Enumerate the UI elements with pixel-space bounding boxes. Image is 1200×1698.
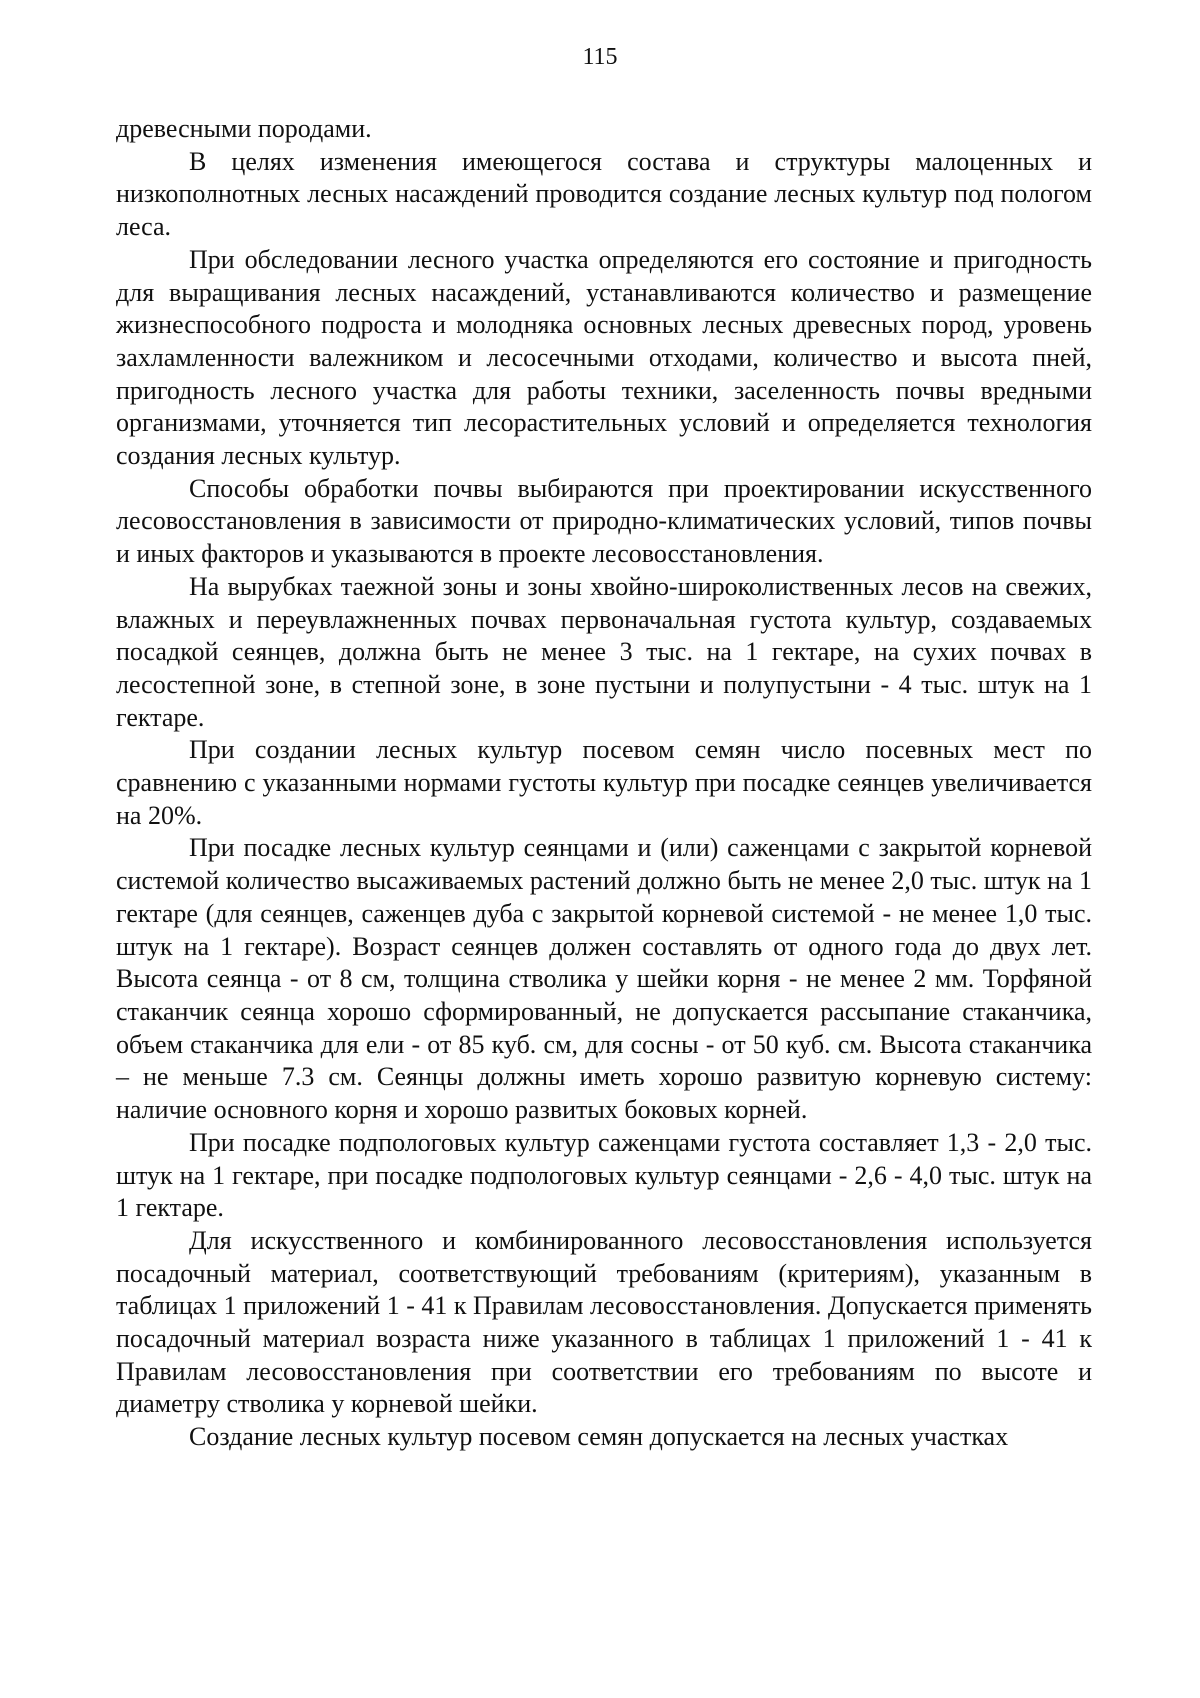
paragraph-8: При посадке подпологовых культур саженцами густота составляет 1,3 - 2,0 тыс. штук на 1 гектаре, при посадке подпологовых культур сеянцами - 2,6 - 4,0 тыс. штук на 1 гектаре.	[116, 1127, 1092, 1223]
paragraph-10: Создание лесных культур посевом семян допускается на лесных участках	[189, 1422, 1009, 1452]
paragraph-2: В целях изменения имеющегося состава и структуры малоценных и низкополнотных лесных насаждений проводится создание лесных культур под пологом леса.	[116, 146, 1092, 242]
paragraph-7: При посадке лесных культур сеянцами и (или) саженцами с закрытой корневой системой количество высаживаемых растений должно быть не менее 2,0 тыс. штук на 1 гектаре (для сеянцев, саженцев дуба с закрытой корневой системой - не менее 1,0 тыс. штук на 1 гектаре). Возраст сеянцев должен составлять от одного года до двух лет. Высота сеянца - от 8 см, толщина стволика у шейки корня - не менее 2 мм. Торфяной стаканчик сеянца хорошо сформированный, не допускается рассыпание стаканчика, объем стаканчика для ели - от 85 куб. см, для сосны - от 50 куб. см. Высота стаканчика – не меньше 7.3 см. Сеянцы должны иметь хорошо развитую корневую систему: наличие основного корня и хорошо развитых боковых корней.	[116, 833, 1092, 1125]
paragraph-1: древесными породами.	[116, 114, 372, 143]
paragraph-6: При создании лесных культур посевом семян число посевных мест по сравнению с указанными нормами густоты культур при посадке сеянцев увеличивается на 20%.	[116, 735, 1092, 830]
document-body	[116, 113, 1092, 1454]
paragraph-4: Способы обработки почвы выбираются при проектировании искусственного лесовосстановления в зависимости от природно-климатических условий, типов почвы и иных факторов и указываются в проекте лесовосстановления.	[116, 473, 1092, 569]
paragraph-5: На вырубках таежной зоны и зоны хвойно-широколиственных лесов на свежих, влажных и переувлажненных почвах первоначальная густота культур, создаваемых посадкой сеянцев, должна быть не менее 3 тыс. на 1 гектаре, на сухих почвах в лесостепной зоне, в степной зоне, в зоне пустыни и полупустыни - 4 тыс. штук на 1 гектаре.	[116, 571, 1092, 732]
paragraph-3: При обследовании лесного участка определяются его состояние и пригодность для выращивания лесных насаждений, устанавливаются количество и размещение жизнеспособного подроста и молодняка основных лесных древесных пород, уровень захламленности валежником и лесосечными отходами, количество и высота пней, пригодность лесного участка для работы техники, заселенность почвы вредными организмами, уточняется тип лесорастительных условий и определяется технология создания лесных культур.	[116, 244, 1092, 471]
page-number: 115	[582, 44, 618, 70]
paragraph-9: Для искусственного и комбинированного лесовосстановления используется посадочный материал, соответствующий требованиям (критериям), указанным в таблицах 1 приложений 1 - 41 к Правилам лесовосстановления. Допускается применять посадочный материал возраста ниже указанного в таблицах 1 приложений 1 - 41 к Правилам лесовосстановления при соответствии его требованиям по высоте и диаметру стволика у корневой шейки.	[116, 1225, 1092, 1419]
